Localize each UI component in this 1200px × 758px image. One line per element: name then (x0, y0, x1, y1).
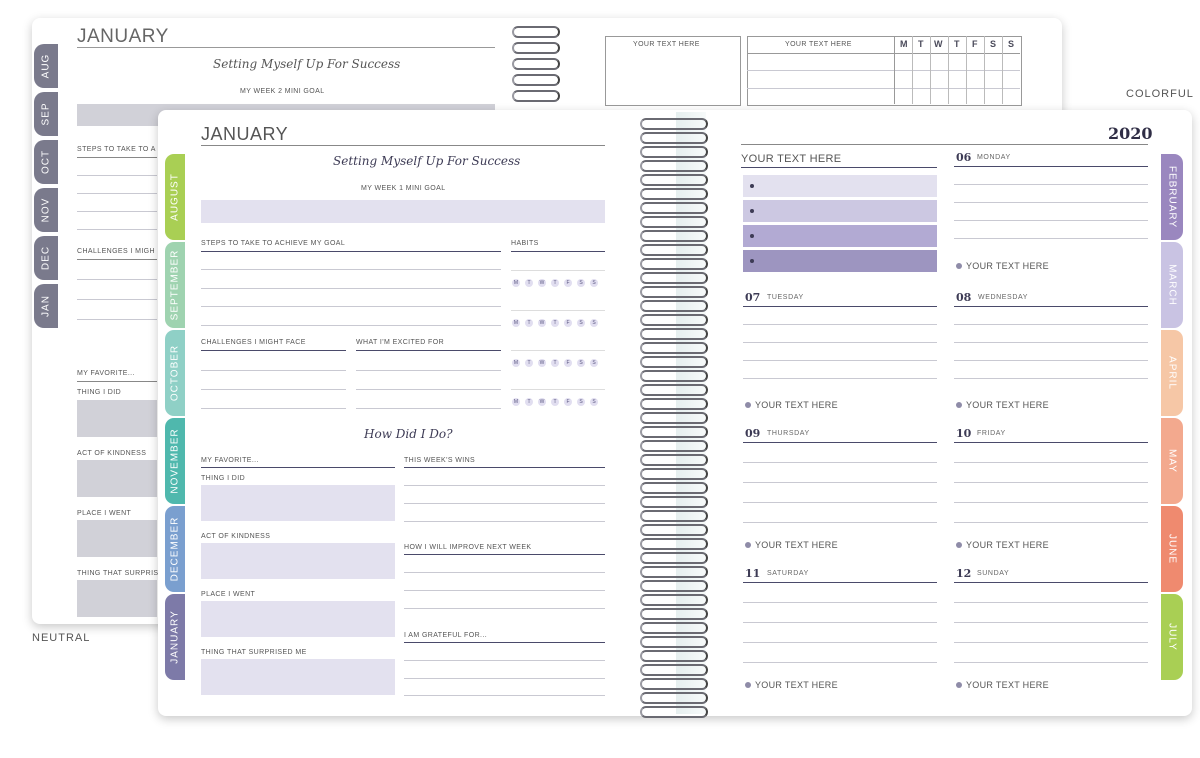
kindness-box[interactable] (201, 543, 395, 579)
spiral-coil (640, 454, 708, 466)
goal-label: MY WEEK 1 MINI GOAL (361, 185, 446, 192)
spiral-coil (640, 580, 708, 592)
tab-september[interactable]: SEPTEMBER (165, 242, 185, 328)
spiral-coil (640, 524, 708, 536)
day-09-number: 09 (745, 427, 761, 440)
back-place-label: PLACE I WENT (77, 510, 132, 517)
tab-august[interactable]: AUGUST (165, 154, 185, 240)
back-tab-aug[interactable]: AUG (34, 44, 58, 88)
tab-june[interactable]: JUNE (1161, 506, 1183, 592)
grateful-label: I AM GRATEFUL FOR... (404, 632, 488, 639)
bullet-box-4[interactable] (743, 250, 937, 272)
bullet-icon (745, 682, 751, 688)
spiral-coil (640, 118, 708, 130)
day-11-name: SATURDAY (767, 570, 809, 577)
improve-label: HOW I WILL IMPROVE NEXT WEEK (404, 544, 532, 551)
day-06-note[interactable]: YOUR TEXT HERE (956, 261, 1049, 271)
spiral-coil (640, 426, 708, 438)
back-tab-dec[interactable]: DEC (34, 236, 58, 280)
back-text-box-1-label: YOUR TEXT HERE (633, 41, 700, 48)
spiral-coil (640, 174, 708, 186)
day-12-note[interactable]: YOUR TEXT HERE (956, 680, 1049, 690)
neutral-label: NEUTRAL (32, 632, 91, 644)
day-10-number: 10 (956, 427, 972, 440)
tab-may[interactable]: MAY (1161, 418, 1183, 504)
back-thing-did-label: THING I DID (77, 389, 122, 396)
spiral-coil (640, 538, 708, 550)
thing-did-box[interactable] (201, 485, 395, 521)
year-label: 2020 (1108, 124, 1153, 143)
day-08-note[interactable]: YOUR TEXT HERE (956, 400, 1049, 410)
spiral-coil (640, 230, 708, 242)
day-06-number: 06 (956, 151, 972, 164)
spiral-coil (640, 286, 708, 298)
bullet-box-3[interactable] (743, 225, 937, 247)
spiral-coil (640, 692, 708, 704)
spiral-coil (640, 216, 708, 228)
spiral-coil (640, 440, 708, 452)
month-title: JANUARY (201, 124, 289, 144)
bullet-icon (956, 682, 962, 688)
day-10-note[interactable]: YOUR TEXT HERE (956, 540, 1049, 550)
back-surprised-box[interactable] (77, 580, 157, 617)
thing-did-label: THING I DID (201, 475, 246, 482)
back-tab-nov[interactable]: NOV (34, 188, 58, 232)
spiral-coil (640, 356, 708, 368)
place-label: PLACE I WENT (201, 591, 256, 598)
place-box[interactable] (201, 601, 395, 637)
spiral-coil (640, 594, 708, 606)
steps-label: STEPS TO TAKE TO ACHIEVE MY GOAL (201, 240, 346, 247)
spiral-coil (640, 398, 708, 410)
back-kindness-label: ACT OF KINDNESS (77, 450, 147, 457)
day-08-number: 08 (956, 291, 972, 304)
day-09-name: THURSDAY (767, 430, 810, 437)
spiral-coil (640, 496, 708, 508)
spiral-coil (640, 160, 708, 172)
habit-row-3[interactable]: M T W T F S S (512, 359, 603, 377)
habit-row-1[interactable]: M T W T F S S (512, 279, 603, 297)
spiral-coil (640, 566, 708, 578)
spiral-coil (640, 188, 708, 200)
excited-label: WHAT I'M EXCITED FOR (356, 339, 445, 346)
bullet-icon (745, 542, 751, 548)
spiral-coil (640, 202, 708, 214)
back-text-box-2-label: YOUR TEXT HERE (785, 41, 852, 48)
spiral-coil (640, 622, 708, 634)
day-06-name: MONDAY (977, 154, 1011, 161)
habits-label: HABITS (511, 240, 539, 247)
day-07-note[interactable]: YOUR TEXT HERE (745, 400, 838, 410)
spiral-coil (640, 650, 708, 662)
back-tab-oct[interactable]: OCT (34, 140, 58, 184)
surprised-box[interactable] (201, 659, 395, 695)
tab-april[interactable]: APRIL (1161, 330, 1183, 416)
back-thing-did-box[interactable] (77, 400, 157, 437)
wins-label: THIS WEEK'S WINS (404, 457, 476, 464)
spiral-coil (640, 482, 708, 494)
bullet-box-1[interactable] (743, 175, 937, 197)
day-08-name: WEDNESDAY (978, 294, 1028, 301)
back-surprised-label: THING THAT SURPRIS (77, 570, 159, 577)
bullet-icon (956, 542, 962, 548)
spiral-coil (640, 328, 708, 340)
bullet-icon (956, 263, 962, 269)
habit-row-4[interactable]: M T W T F S S (512, 398, 603, 416)
day-07-name: TUESDAY (767, 294, 804, 301)
spiral-coil (640, 272, 708, 284)
back-subtitle: Setting Myself Up For Success (213, 57, 401, 71)
spiral-coil (640, 678, 708, 690)
surprised-label: THING THAT SURPRISED ME (201, 649, 307, 656)
spiral-coil (640, 132, 708, 144)
spiral-coil (640, 636, 708, 648)
spiral-coil (640, 370, 708, 382)
tab-march[interactable]: MARCH (1161, 242, 1183, 328)
colorful-label: COLORFUL (1126, 88, 1194, 100)
back-challenges-label: CHALLENGES I MIGH (77, 248, 155, 255)
back-kindness-box[interactable] (77, 460, 157, 497)
section-subtitle: Setting Myself Up For Success (333, 154, 521, 168)
tab-february[interactable]: FEBRUARY (1161, 154, 1183, 240)
spiral-coil (640, 314, 708, 326)
tab-november[interactable]: NOVEMBER (165, 418, 185, 504)
goal-box[interactable] (201, 200, 605, 223)
day-11-note[interactable]: YOUR TEXT HERE (745, 680, 838, 690)
back-place-box[interactable] (77, 520, 157, 557)
back-goal-label: MY WEEK 2 MINI GOAL (240, 88, 325, 95)
day-12-number: 12 (956, 567, 972, 580)
spiral-coil (640, 468, 708, 480)
habit-row-2[interactable]: M T W T F S S (512, 319, 603, 337)
bullet-box-2[interactable] (743, 200, 937, 222)
day-10-name: FRIDAY (977, 430, 1006, 437)
spiral-coil (640, 300, 708, 312)
back-tab-jan[interactable]: JAN (34, 284, 58, 328)
kindness-label: ACT OF KINDNESS (201, 533, 271, 540)
spiral-coil (640, 706, 708, 718)
spiral-coil (640, 664, 708, 676)
day-11-number: 11 (745, 567, 761, 580)
challenges-label: CHALLENGES I MIGHT FACE (201, 339, 306, 346)
spiral-coil (640, 342, 708, 354)
spiral-coil (640, 244, 708, 256)
spiral-coil (640, 258, 708, 270)
spiral-coil (640, 608, 708, 620)
tab-january[interactable]: JANUARY (165, 594, 185, 680)
day-09-note[interactable]: YOUR TEXT HERE (745, 540, 838, 550)
back-month-title: JANUARY (77, 26, 169, 47)
back-steps-label: STEPS TO TAKE TO A (77, 146, 156, 153)
tab-december[interactable]: DECEMBER (165, 506, 185, 592)
spiral-coil (640, 552, 708, 564)
day-07-number: 07 (745, 291, 761, 304)
tab-october[interactable]: OCTOBER (165, 330, 185, 416)
spiral-coil (640, 146, 708, 158)
back-favorite-label: MY FAVORITE... (77, 370, 135, 377)
spiral-coil (640, 412, 708, 424)
header-text: YOUR TEXT HERE (741, 153, 842, 165)
bullet-icon (745, 402, 751, 408)
bullet-icon (956, 402, 962, 408)
back-tab-sep[interactable]: SEP (34, 92, 58, 136)
favorite-label: MY FAVORITE... (201, 457, 259, 464)
spiral-coil (640, 384, 708, 396)
how-did-i-do-heading: How Did I Do? (364, 427, 453, 441)
tab-july[interactable]: JULY (1161, 594, 1183, 680)
day-12-name: SUNDAY (977, 570, 1010, 577)
spiral-coil (640, 510, 708, 522)
